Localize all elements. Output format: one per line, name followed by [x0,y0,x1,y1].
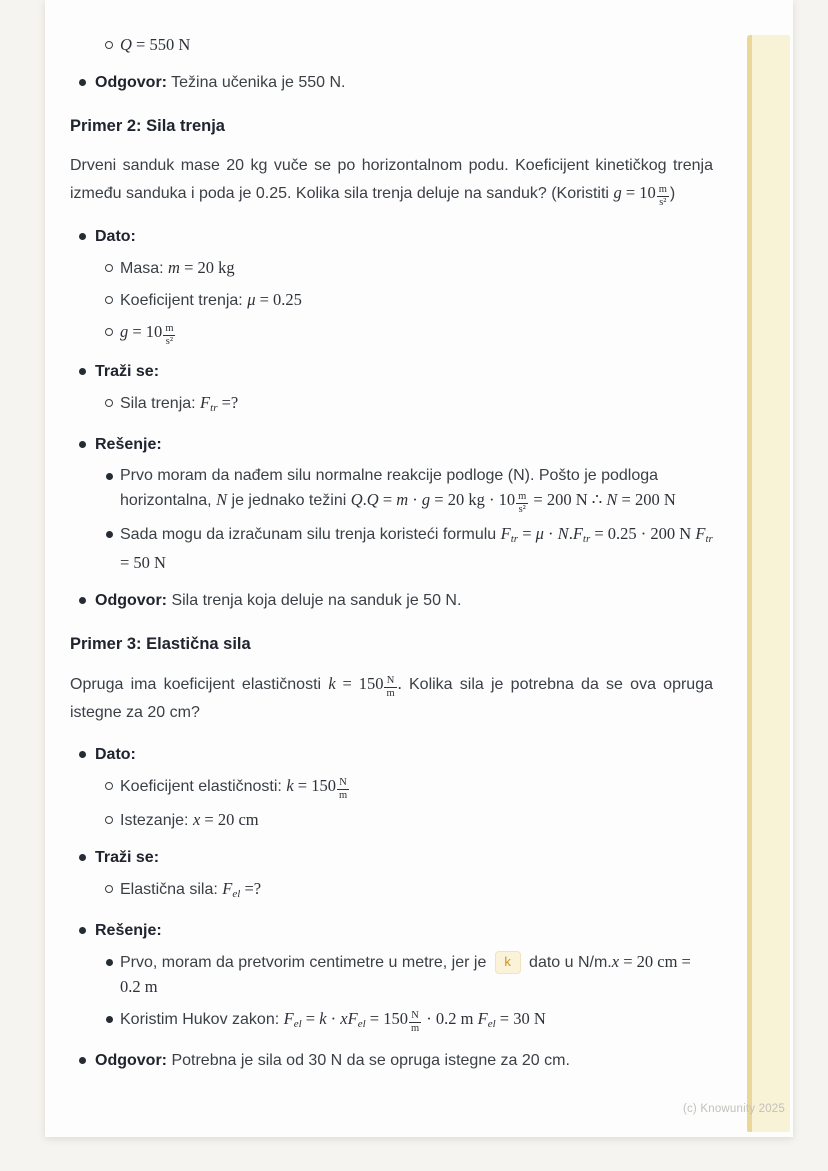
list-item [70,464,713,515]
math-run: = 550 N [131,35,191,54]
math-run: · 0.2 m [422,1009,478,1028]
fraction-denominator: s² [516,503,528,515]
disc-bullet-icon [106,1016,113,1023]
math-variable: g [421,490,431,509]
bold-label: Traži se: [95,849,160,866]
text-run: Sila trenja koja deluje na sanduk je 50 N. [167,592,462,609]
list-item [70,256,713,281]
math-variable: m [168,258,180,277]
math-variable: Q [120,35,132,54]
math-variable: F [500,524,511,543]
bold-label: Odgovor: [95,1052,167,1069]
text-run: Sada mogu da izračunam silu trenja koristeći formulu [120,526,501,543]
text-run: je jednako težini [227,492,351,509]
circle-bullet-icon [105,41,113,49]
disc-bullet-icon [79,854,86,861]
math-run: = [301,1009,320,1028]
math-subscript: tr [582,533,591,545]
math-run: = 150 [335,674,384,693]
disc-bullet-icon [79,927,86,934]
list-item [70,320,713,347]
list-item [70,70,713,95]
math-variable: F [200,393,211,412]
math-subscript: tr [210,402,218,414]
list-item [70,950,713,1000]
fraction-numerator: m [165,323,174,334]
math-fraction [409,1011,421,1034]
math-run: = 30 N [495,1009,546,1028]
paragraph [70,152,713,208]
list-item [70,1048,713,1073]
document-page [45,0,793,1137]
text-run: Prvo moram da nađem silu normalne reakcije podloge (N). Pošto je podloga horizontalna, [120,467,659,509]
fraction-denominator: s² [163,335,175,347]
math-subscript: el [487,1018,496,1030]
list-item [70,1007,713,1036]
math-variable: k [328,674,336,693]
list-item [70,288,713,313]
fraction-numerator: m [518,491,527,502]
bold-label: Dato: [95,228,136,245]
bold-label: Rešenje: [95,922,162,939]
bold-label: Odgovor: [95,74,167,91]
math-variable: F [477,1009,488,1028]
math-run: = 150 [293,776,336,795]
math-run: = 0.25 [255,290,302,309]
fraction-numerator: N [339,777,347,788]
math-variable: k [286,776,294,795]
bold-label: Odgovor: [95,592,167,609]
math-subscript: el [357,1018,366,1030]
text-run: Potrebna je sila od 30 N da se opruga istegne za 20 cm. [167,1052,570,1069]
text-run: Prvo, moram da pretvorim centimetre u metre, jer je [120,954,491,971]
circle-bullet-icon [105,264,113,272]
math-variable: x [340,1009,348,1028]
math-run: = 20 cm [200,810,259,829]
text-run: ) [669,185,676,202]
text-run: Elastična sila: [120,881,223,898]
fraction-denominator: m [410,1023,420,1034]
list-item [70,742,713,767]
list-item [70,918,713,943]
disc-bullet-icon [79,233,86,240]
text-run: Težina učenika je 550 N. [167,74,346,91]
list-item [70,432,713,457]
math-run: · [408,490,422,509]
math-run: · [326,1009,341,1028]
disc-bullet-icon [79,597,86,604]
circle-bullet-icon [105,399,113,407]
list-item [70,845,713,870]
disc-bullet-icon [106,473,113,480]
math-fraction [657,185,669,208]
section-heading [70,633,713,655]
math-fraction [384,676,396,699]
text-run: Koeficijent elastičnosti: [120,778,287,795]
fraction-denominator: s² [657,196,669,208]
fraction-numerator: m [658,184,667,195]
circle-bullet-icon [105,782,113,790]
math-variable: F [283,1009,294,1028]
list-item [70,774,713,801]
math-run: = [378,490,397,509]
math-variable: g [613,183,622,202]
disc-bullet-icon [106,531,113,538]
text-run: dato u N/m. [524,954,612,971]
document-content [45,0,793,1073]
math-fraction [163,324,175,347]
math-variable: N [557,524,569,543]
list-item [70,359,713,384]
math-variable: F [695,524,706,543]
circle-bullet-icon [105,816,113,824]
math-variable: x [611,952,620,971]
text-run: Sila trenja: [120,395,201,412]
math-variable: Q [350,490,363,509]
inline-code-chip: k [495,951,521,974]
math-fraction [337,778,349,801]
math-variable: k [319,1009,327,1028]
paragraph [70,670,713,726]
math-variable: F [222,879,233,898]
math-run: = 10 [621,183,656,202]
disc-bullet-icon [79,751,86,758]
math-variable: μ [247,290,256,309]
math-run: = 20 kg · 10 [430,490,516,509]
math-subscript: tr [705,533,713,545]
math-variable: Q [366,490,379,509]
bold-label: Rešenje: [95,436,162,453]
bold-label: Primer 2: Sila trenja [70,117,225,135]
fraction-numerator: N [386,675,395,686]
math-run: · [543,524,558,543]
math-run: = 150 [365,1009,408,1028]
math-run: = 10 [128,322,163,341]
list-item [70,588,713,613]
fraction-denominator: m [386,688,395,699]
list-item [70,391,713,420]
math-run: =? [240,879,262,898]
math-variable: μ [535,524,544,543]
math-variable: x [192,810,201,829]
math-run: = 0.25 · 200 N [590,524,696,543]
bold-label: Dato: [95,746,136,763]
math-subscript: el [293,1018,302,1030]
text-run: Kolika sila je potrebna da se ova opruga istegne za 20 cm? [70,676,714,721]
math-run: =? [217,393,239,412]
math-run: = [518,524,536,543]
bold-label: Primer 3: Elastična sila [70,635,251,653]
watermark: (c) Knowunity 2025 [682,1103,785,1115]
text-run: Koeficijent trenja: [120,292,248,309]
text-run: Istezanje: [120,812,193,829]
list-item [70,877,713,906]
disc-bullet-icon [79,79,86,86]
math-run: . [397,674,402,693]
math-run: = 200 N [617,490,676,509]
circle-bullet-icon [105,885,113,893]
fraction-numerator: N [411,1010,419,1021]
disc-bullet-icon [106,959,113,966]
bold-label: Traži se: [95,363,160,380]
math-subscript: el [232,888,241,900]
text-run: Opruga ima koeficijent elastičnosti [70,676,329,693]
disc-bullet-icon [79,441,86,448]
text-run: Masa: [120,260,169,277]
math-subscript: tr [510,533,519,545]
disc-bullet-icon [79,368,86,375]
math-run: . [362,490,367,509]
math-run: . [568,524,573,543]
math-variable: N [216,490,228,509]
math-run: = 20 kg [179,258,235,277]
list-item [70,33,713,58]
math-variable: m [396,490,409,509]
math-variable: N [606,490,618,509]
math-variable: g [120,322,129,341]
math-variable: F [347,1009,358,1028]
math-fraction [516,492,528,515]
text-run: Koristim Hukov zakon: [120,1011,284,1028]
fraction-denominator: m [338,790,348,801]
circle-bullet-icon [105,296,113,304]
section-heading [70,115,713,137]
math-run: = 20 cm = 0.2 m [120,952,691,996]
list-item [70,522,713,576]
math-run: = 50 N [120,553,166,572]
disc-bullet-icon [79,1057,86,1064]
list-item [70,224,713,249]
math-variable: F [572,524,583,543]
list-item [70,808,713,833]
text-run: Drveni sanduk mase 20 kg vuče se po horizontalnom podu. Koeficijent kinetičkog trenja između sanduka i poda je 0.25. Kolika sila trenja deluje na sanduk? (Koristiti [70,157,713,202]
math-run: = 200 N ∴ [529,490,607,509]
circle-bullet-icon [105,328,113,336]
